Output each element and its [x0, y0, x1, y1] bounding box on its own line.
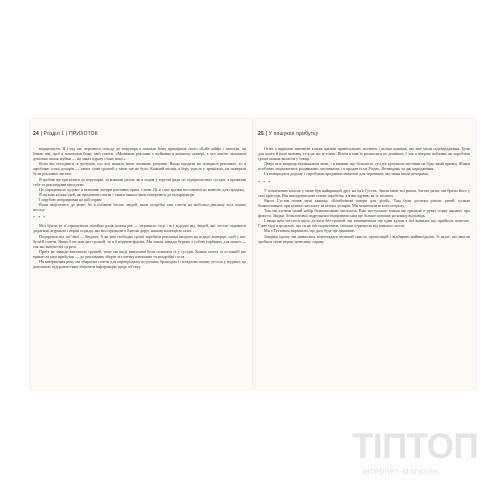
right-section-separator: * * *: [258, 179, 272, 185]
right-page-body: [258, 146, 470, 244]
right-header-title: У пошуках прибутку: [268, 131, 319, 137]
left-paragraph: Проте не завжди вистачало грошей, тому ми іноді вимушені були позичати їх у сусідів. Кожна газета за останній рік принесла нам прибуток — до рекламних зборів за газетну кампанію та роздрібні гасла.: [33, 248, 246, 259]
left-paragraph: І зарубаю попрацював на цій справі.: [39, 196, 103, 202]
right-paragraph: Ми з Густавом вирішили, що далі буде ще цікавіше.: [264, 228, 355, 234]
right-paragraph: І якщо нам хотілося щось дістати без грошей, ми заповнювали ще один купон з тієї книжки, що прийшла поштою. Саме тоді я зрозумів, що ти не міг порахувати, скільки отримуєш від кожного листа.: [258, 218, 470, 229]
left-paragraph: Подарунок від тат'ової — бюджет. А як вам свободно гроші заробити рекламні витрати на підкуп комерції, щоб у нас були й газети. Якщо б не мав цих грошей, то я б втратив фунтів. Ми також завжди беремо з собою торбинку для монет — так ми знаємо всі ці речі.: [33, 233, 246, 249]
right-paragraph: Отже я вирішив замовити кілька зразків привітальних листівок і кілька книжок, які вже мали підтвердження. Були для цього й інші мотиви, та я не міг встояти. Потім я мав їх розносити по домівках, і так я вперше побачив, як зароблені гроші можна вкласти у товар.: [258, 146, 470, 162]
right-page: [256, 119, 476, 389]
right-paragraph: У початкових класах у мене був найкращий друг на ім'я Густав. Звали мене всі разом, багато разів, ми брали його у свої пригоди. Він вигадував нові схеми заробітку, а я вигадував, як їх втілити.: [258, 187, 470, 198]
left-paragraph: Мої брати та я отримували мільйон разів кожен рік — отримали тоді і всі відгуки від людей, які хотіли отримати додаткові журнали і перші поради, які ми отримали в Ентоні дарує нашою колекцією газет.: [33, 223, 246, 234]
watermark-brand: ТІПТОП: [352, 427, 479, 466]
left-page-header: [33, 131, 98, 137]
left-paragraph: На завершення року ми збираємо газети для перепродажу по ручних брошурах і складаємо кожну деталь у журнал; це допомагає підприємствам зберігати інформацію щодо об'єкту.: [33, 258, 246, 270]
tiptop-watermark-logo: [352, 429, 492, 479]
right-paragraph: Двері всіх квартир відчинялися мені, і я виявив, що більшість сусідів купували листівки на будь-який привід. Жінки особливо зацікавились різдвяними листівками, і я продав їх на Різдво, Великдень та дні народження.: [258, 161, 470, 172]
left-paragraph: Вони звертались до мене, бо я побачив багато людей, яким потрібні такі газети на мобільні рекламу всіх інших послуг.: [33, 202, 246, 213]
right-header-separator: |: [265, 131, 268, 137]
left-page-body: [33, 146, 246, 269]
left-paragraph: відщипнути. Я і під час чергового походу до перукаря я показав йому примірник свого «Бойз-лайф» і запитав, чи бажає він, щоб я показував йому свої газети. «Малюнок реклами з жуйками в кожному номері, а хто захоче замовити декілька пачок жуйки — на заказ одразу стане мені.»: [33, 146, 246, 162]
book-spread: [30, 119, 476, 389]
right-paragraph: Завдяки цьому ми навчились переглядати великий список пропозицій і відбирати найвигідніші. Із нього ми змогли зробити свою першу невелику справу.: [258, 233, 470, 244]
left-paragraph: Це спрацювало чудово: я залишив чотири рекламні прим. з мені. Ці ж самі зразки поставлені на комісію для продажу.: [39, 186, 245, 192]
left-page: [30, 119, 252, 389]
right-page-header: [258, 131, 318, 137]
watermark-subtitle: інтернет-магазин: [362, 466, 438, 476]
left-section-separator: * * *: [33, 215, 47, 221]
right-page-number: 25: [258, 131, 264, 137]
left-page-number: 24: [33, 131, 39, 137]
left-header-title: Розділ 1 | ПРИХОТОК: [43, 131, 98, 137]
left-header-separator: |: [40, 131, 43, 137]
right-paragraph: І я повернувся додому і спробував продавати мішечки для черевиків, які мама шила вечорами.: [264, 171, 429, 177]
left-paragraph: Я шукаю кілька ідей, як продавати газети і таким чином знов повертався до підприємців.: [39, 191, 195, 197]
right-paragraph: Тож ми купили цілий набір безкоштовних каталогів. Вже наступного тижня ми тримали в руках тонку книжку про фокуси. Звідки, безкоштовні підручники відправили нам ще більше купонів на кожну відповідь.: [258, 208, 470, 219]
left-paragraph: Я зробив ще три візити до перукарні, за кожним разом, як я ходив у торгові ряди по підприємствах сусідів, я проявляв себе та рекламував продукти.: [33, 176, 246, 187]
right-paragraph: Якось Густав почав мені книжку «Бомбочкові товари для дітей». Там були десятки різних речей, цілком безкоштовних при купівлі каталогу за кілька доларів. Ми замовляли всього потроху.: [258, 197, 470, 208]
left-paragraph: Коли він погодився, я зрозумів, що хоч нажаль мене частково розумію. Якщо продати на чотирьох рекламах, то я заробляю сотні доларів — таких суми грошей у мене ще не було. Кожний місяць я беру участь у тренінгах, на поверхні були рекламні листки.: [33, 161, 246, 177]
